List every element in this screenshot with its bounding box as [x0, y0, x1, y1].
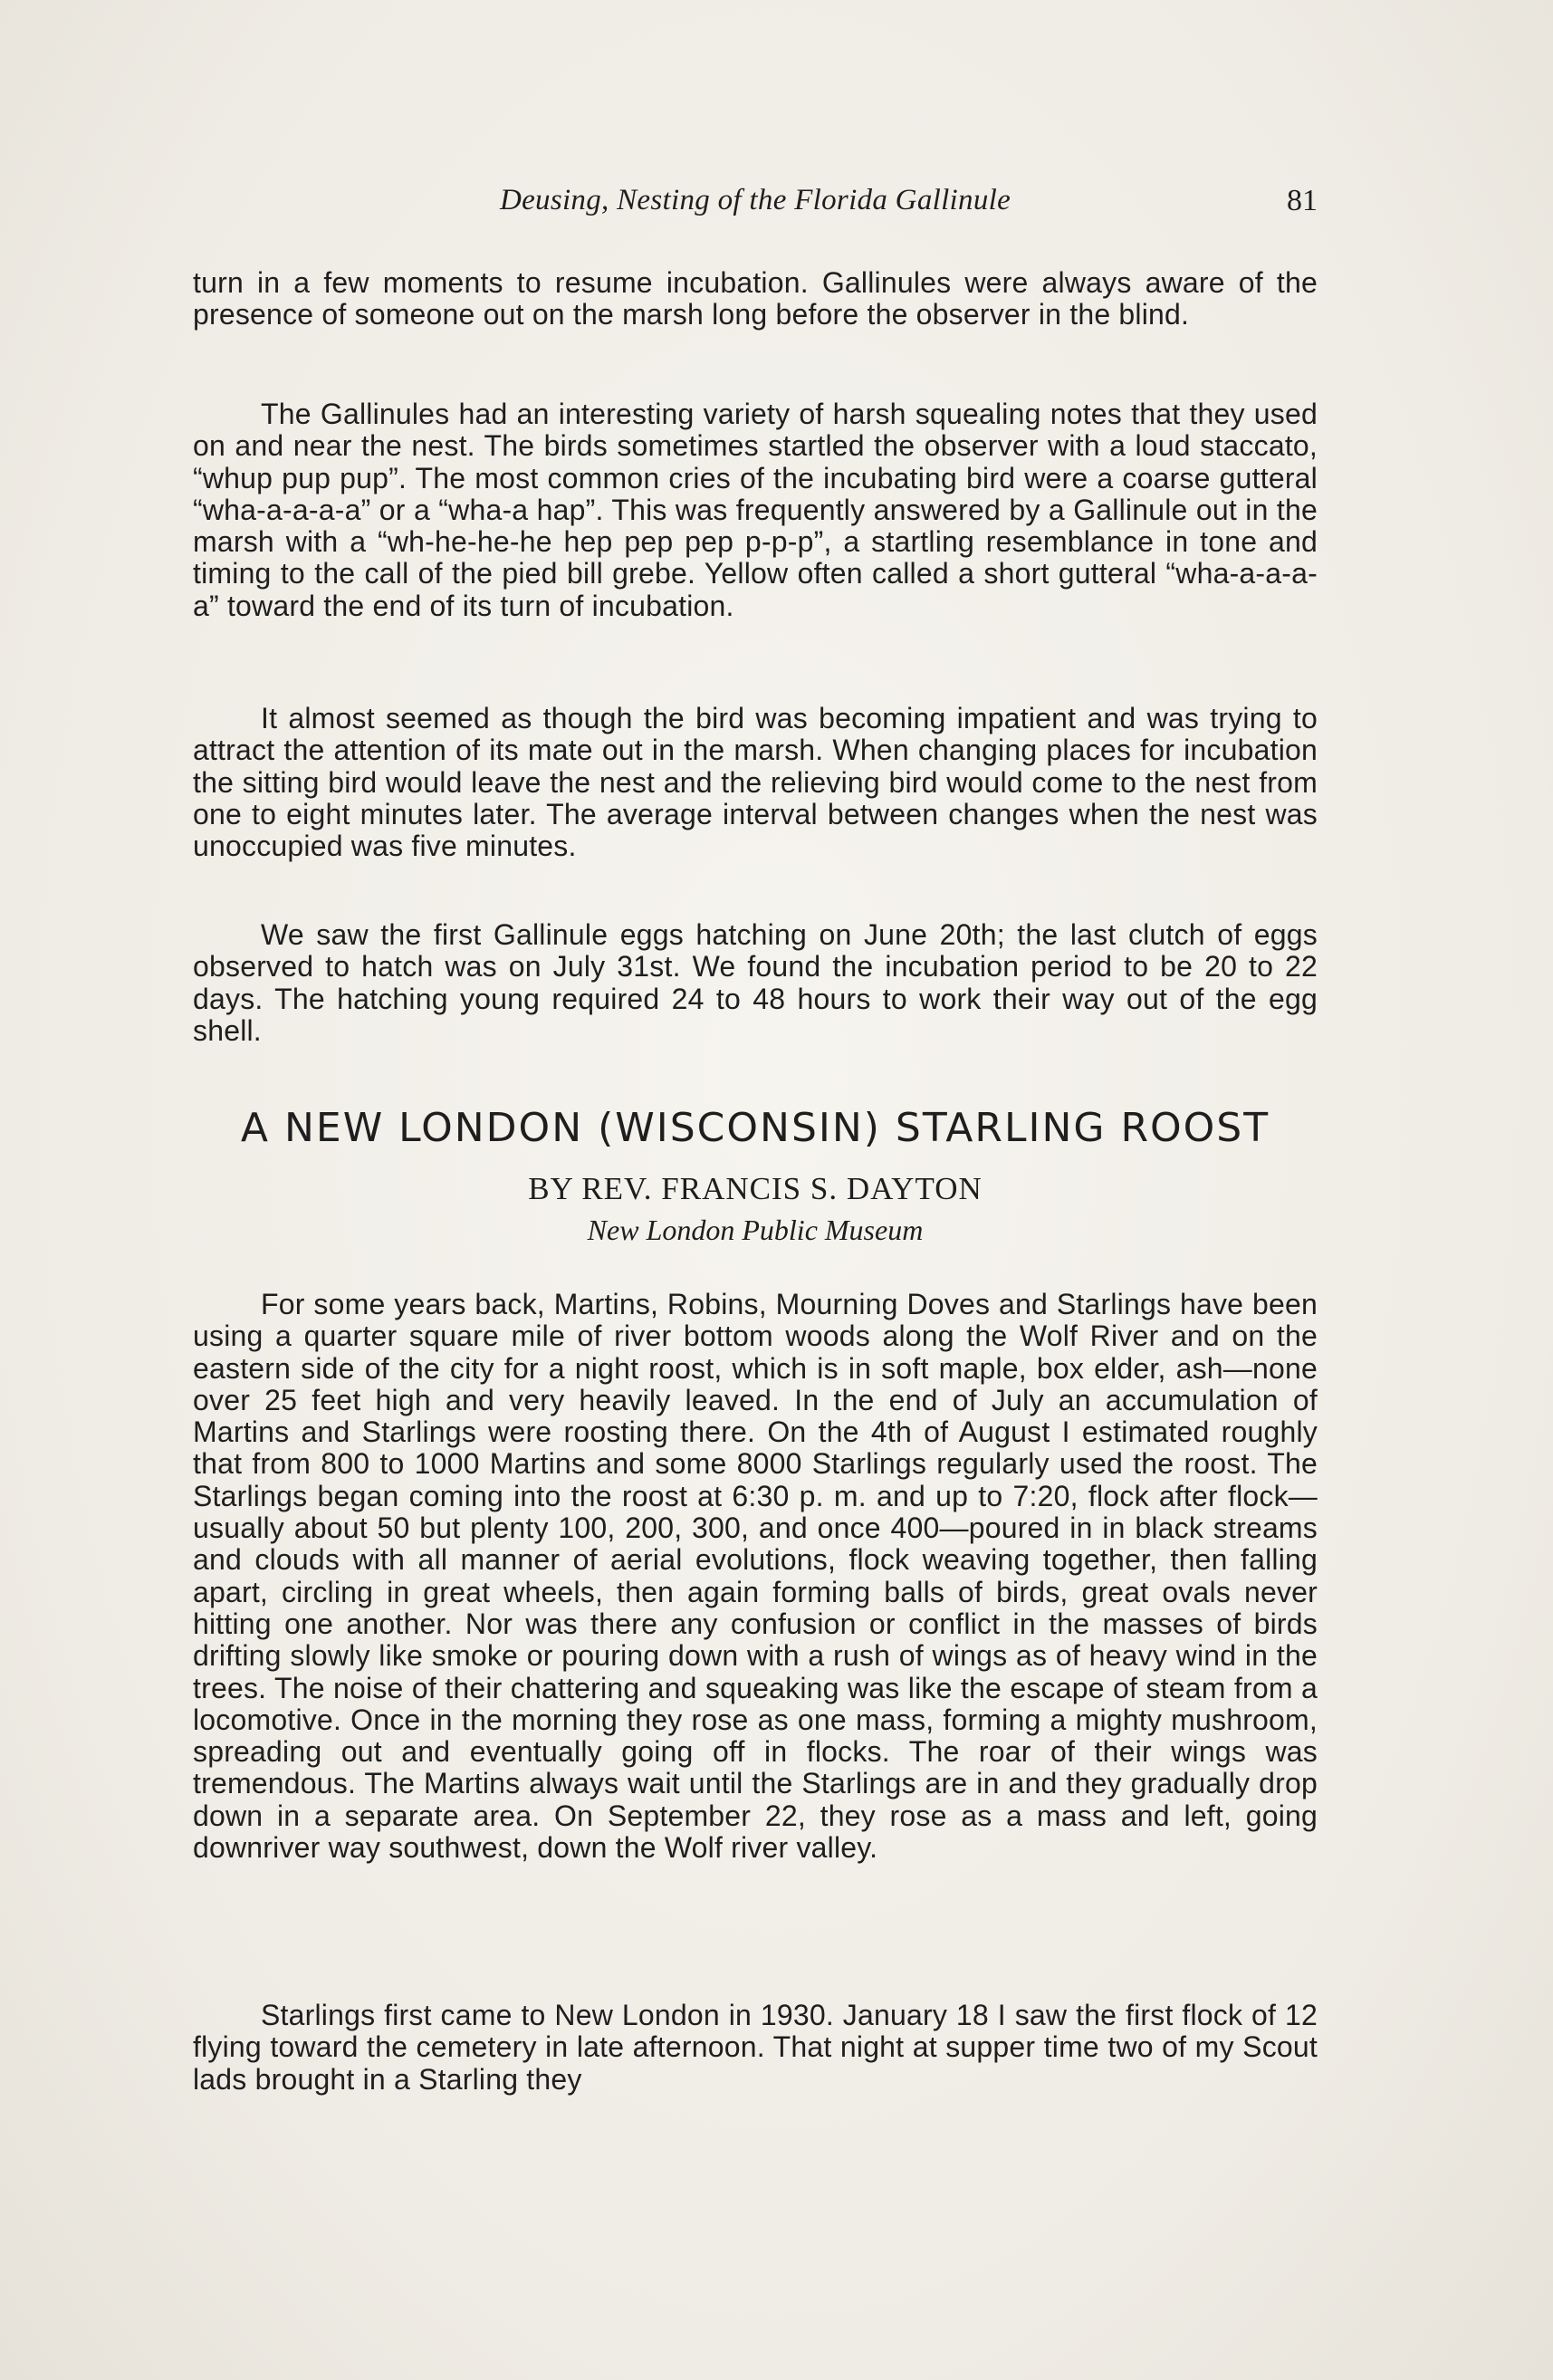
paragraph-text: It almost seemed as though the bird was becoming impatient and was trying to attract the attention of its mate out in the marsh. When changing places for incubation the sitting bird would leave the nest and the relieving bird would come to the nest from one to eight minutes later. The average interval between changes when the nest was unoccupied was five minutes.: [193, 702, 1318, 863]
paragraph-text: For some years back, Martins, Robins, Mourning Doves and Starlings have been using a quarter square mile of river bottom woods along the Wolf River and on the eastern side of the city for a night roost, which is in soft maple, box elder, ash—none over 25 feet high and very heavily leaved. In the end of July an accumulation of Martins and Starlings were roosting there. On the 4th of August I estimated roughly that from 800 to 1000 Martins and some 8000 Starlings regularly used the roost. The Starlings began coming into the roost at 6:30 p. m. and up to 7:20, flock after flock—usually about 50 but plenty 100, 200, 300, and once 400—poured in in black streams and clouds with all manner of aerial evolutions, flock weaving together, then falling apart, circling in great wheels, then again forming balls of birds, great ovals never hitting one another. Nor was there any confusion or conflict in the masses of birds drifting slowly like smoke or pouring down with a rush of wings as of heavy wind in the trees. The noise of their chattering and squeaking was like the escape of steam from a locomotive. Once in the morning they rose as one mass, forming a mighty mushroom, spreading out and eventually going off in flocks. The roar of their wings was tremendous. The Martins always wait until the Starlings are in and they gradually drop down in a separate area. On September 22, they rose as a mass and left, going downriver way southwest, down the Wolf river valley.: [193, 1288, 1318, 1865]
paragraph-starlings-first-came: [193, 2000, 1318, 2096]
running-head: [193, 184, 1318, 229]
paragraph-gallinule-notes: [193, 398, 1318, 622]
running-title: Deusing, Nesting of the Florida Gallinule: [499, 184, 1011, 216]
page-number: 81: [1287, 184, 1318, 217]
paragraph-hatching: [193, 919, 1318, 1047]
article-title: A NEW LONDON (WISCONSIN) STARLING ROOST: [240, 1105, 1270, 1151]
paragraph-text: The Gallinules had an interesting variety of harsh squealing notes that they used on and near the nest. The birds sometimes startled the observer with a loud staccato, “whup pup pup”. The most common cries of the incubating bird were a coarse gutteral “wha-a-a-a-a” or a “wha-a hap”. This was frequently answered by a Gallinule out in the marsh with a “wh-he-he-he hep pep pep p-p-p”, a startling resemblance in tone and timing to the call of the pied bill grebe. Yellow often called a short gutteral “wha-a-a-a-a” toward the end of its turn of incubation.: [193, 398, 1318, 622]
paragraph-incubation-awareness: [193, 267, 1318, 331]
article-affiliation: New London Public Museum: [587, 1214, 924, 1246]
paragraph-changing-places: [193, 703, 1318, 862]
paragraph-starling-roost: [193, 1289, 1318, 1864]
paragraph-text: We saw the first Gallinule eggs hatching on June 20th; the last clutch of eggs observed to hatch was on July 31st. We found the incubation period to be 20 to 22 days. The hatching young required 24 to 48 hours to work their way out of the egg shell.: [193, 918, 1318, 1047]
paragraph-text: Starlings first came to New London in 1930. January 18 I saw the first flock of 12 flying toward the cemetery in late afternoon. That night at supper time two of my Scout lads brought in a Starling they: [193, 1999, 1318, 2096]
article-byline: BY REV. FRANCIS S. DAYTON: [528, 1171, 983, 1206]
paragraph-text: turn in a few moments to resume incubation. Gallinules were always aware of the presence of someone out on the marsh long before the observer in the blind.: [193, 266, 1318, 331]
